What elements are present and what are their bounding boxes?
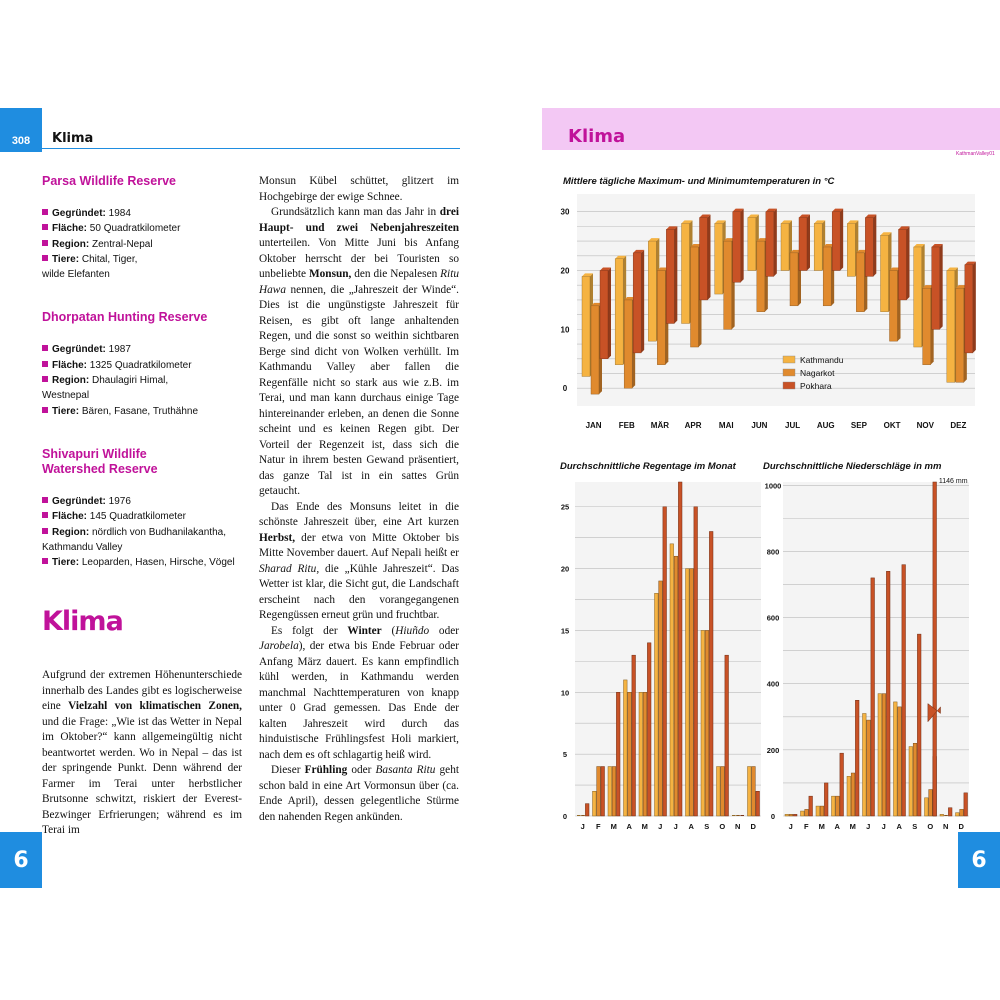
temp-bar [799, 215, 810, 271]
x-tick-label: MAI [718, 421, 734, 430]
temp-bar-side [940, 244, 943, 329]
value-bar [909, 747, 913, 816]
reserve-facts [42, 206, 237, 282]
x-tick-label: OKT [883, 421, 901, 430]
x-tick-label: SEP [850, 421, 867, 430]
temp-bar [832, 209, 843, 271]
temp-bar-front [691, 247, 699, 347]
value-bar [597, 767, 601, 816]
value-bar [647, 643, 651, 816]
x-tick-label: N [943, 822, 949, 831]
value-bar [805, 809, 809, 816]
temp-bar [965, 262, 976, 353]
fact-item: Fläche: 50 Quadratkilometer [42, 221, 237, 236]
temp-bar-side [608, 268, 611, 359]
y-tick-label: 600 [766, 613, 780, 623]
fact-item: Gegründet: 1976 [42, 494, 237, 509]
body-column-2 [259, 174, 459, 825]
value-bar [948, 808, 952, 816]
temp-bar-front [700, 218, 708, 300]
x-tick-label: A [688, 822, 694, 831]
temp-bar-side [807, 215, 810, 271]
value-bar [871, 578, 875, 816]
temp-bar [899, 226, 910, 300]
x-tick-label: A [626, 822, 632, 831]
value-bar [601, 767, 605, 816]
legend-label: Nagarkot [800, 368, 835, 378]
temp-bar-front [715, 223, 723, 294]
overflow-annotation: 1146 mm [938, 478, 968, 485]
temp-bar-front [832, 212, 840, 271]
x-tick-label: AUG [816, 421, 835, 430]
value-bar [956, 813, 960, 816]
temp-bar-front [890, 271, 898, 342]
chapter-tab-left: 6 [0, 832, 42, 888]
value-bar [717, 767, 721, 816]
reserve-title: Shivapuri Wildlife [42, 446, 147, 461]
running-header-title: Klima [52, 131, 94, 146]
reserve-facts [42, 494, 237, 570]
x-tick-label: D [750, 822, 756, 831]
fact-item: Region: Dhaulagiri Himal, [42, 373, 237, 388]
y-tick-label: 30 [560, 207, 570, 217]
value-bar [674, 556, 678, 816]
y-tick-label: 10 [560, 325, 570, 335]
y-tick-label: 25 [560, 502, 570, 512]
temp-bar [932, 244, 943, 329]
temp-bar-front [766, 212, 774, 277]
temp-bar-front [666, 229, 674, 323]
body-paragraph: Dieser Frühling oder Basanta Ritu geht schon bald in eine Art Vormonsun über (ca. Ende April), dessen gelegentliche Stürme den nahenden Regen ankünden. [259, 764, 459, 823]
y-tick-label: 400 [766, 679, 780, 689]
x-tick-label: JUN [751, 421, 768, 430]
y-tick-label: 200 [766, 745, 780, 755]
rain-days-chart [553, 474, 768, 836]
fact-item: Gegründet: 1984 [42, 206, 237, 221]
reserve-block [42, 310, 237, 418]
value-bar [816, 806, 820, 816]
x-tick-label: O [719, 822, 726, 831]
fact-item: Tiere: Bären, Fasane, Truthähne [42, 404, 237, 419]
value-bar [863, 713, 867, 816]
bullet-square-icon [42, 240, 48, 246]
y-tick-label: 15 [560, 626, 570, 636]
value-bar [801, 811, 805, 816]
rain-days-chart-title: Durchschnittliche Regentage im Monat [560, 461, 736, 472]
temp-bar-front [856, 253, 864, 312]
y-tick-label: 5 [562, 750, 568, 760]
reserve-title: Dhorpatan Hunting Reserve [42, 310, 208, 325]
x-tick-label: J [658, 822, 663, 831]
value-bar [593, 791, 597, 816]
temp-bar-front [814, 223, 822, 270]
value-bar [624, 680, 628, 816]
overflow-bar [933, 482, 937, 816]
value-bar [902, 565, 906, 816]
temp-bar [766, 209, 777, 277]
x-tick-label: MÄR [650, 421, 670, 430]
y-tick-label: 800 [766, 547, 780, 557]
temp-bar-front [881, 235, 889, 312]
value-bar [608, 767, 612, 816]
temp-bar-front [914, 247, 922, 347]
value-bar [847, 776, 851, 816]
body-paragraph: Es folgt der Winter (Hiuñdo oder Jarobela), der etwa bis Ende Februar oder Anfang März dauert. Es kann empfindlich kühl werden, in Kathmandu werden manchmal Nachttemperaturen von knapp unter 0 Grad gemessen. Das Ende der kalten Jahreszeit wird durch das hinduistische Frühlingsfest Holi markiert, nach dem es oft schlagartig heiß wird. [259, 624, 460, 761]
x-tick-label: A [896, 822, 902, 831]
value-bar [913, 743, 917, 816]
temp-bar-side [674, 226, 677, 323]
legend-label: Pokhara [800, 381, 832, 391]
body-paragraph: Das Ende des Monsuns leitet in die schönste Jahreszeit über, eine Art kurzen Herbst, der etwa von Mitte Oktober bis Mitte November dauert. Auf Nepali heißt er Sharad Ritu, die „Kühle Jahreszeit“. Das Wetter ist klar, die Sicht gut, die Landschaft erscheint nach den vorangegangenen Regengüssen erneut grün und fruchtbar. [259, 500, 459, 621]
bullet-square-icon [42, 407, 48, 413]
temp-bar-front [657, 271, 665, 365]
bullet-square-icon [42, 361, 48, 367]
temp-bar-front [682, 223, 690, 323]
body-paragraph: Aufgrund der extremen Höhenunterschiede innerhalb des Landes gibt es logischerweise eine Vielzahl von klimatischen Zonen, und die Frage: „Wie ist das Wetter in Nepal im Oktober?“ kann allgemeingültig nicht beantwortet werden. Wo in Nepal – das ist der springende Punkt. Denn während der Farmer im Terai unter herbstlicher Brutsonne schwitzt, riskiert der Everest-Bezwinger Erfrierungen; während es im Terai im [42, 669, 243, 836]
temp-bar-front [582, 276, 590, 376]
temp-bar-front [748, 218, 756, 271]
legend-swatch [783, 369, 795, 376]
value-bar [925, 798, 929, 816]
value-bar [964, 793, 968, 816]
fact-item-cont: Westnepal [42, 390, 90, 402]
fact-item-cont: wilde Elefanten [42, 269, 110, 281]
y-tick-label: 20 [560, 564, 570, 574]
fact-item: Region: Zentral-Nepal [42, 237, 237, 252]
value-bar [725, 655, 729, 816]
bullet-square-icon [42, 528, 48, 534]
temp-bar-front [965, 265, 973, 353]
value-bar [894, 702, 898, 816]
x-tick-label: M [849, 822, 856, 831]
x-tick-label: F [803, 822, 809, 831]
value-bar [701, 630, 705, 816]
section-heading: Klima [42, 606, 123, 637]
temp-bar [700, 215, 711, 300]
x-tick-label: J [866, 822, 871, 831]
temp-bar-side [774, 209, 777, 277]
x-tick-label: NOV [916, 421, 934, 430]
y-tick-label: 10 [560, 688, 570, 698]
value-bar [851, 773, 855, 816]
value-bar [705, 630, 709, 816]
value-bar [585, 804, 589, 816]
temp-bar-front [956, 288, 964, 382]
temp-chart-title: Mittlere tägliche Maximum- und Minimumtemperaturen in °C [563, 176, 835, 187]
temp-bar-front [847, 223, 855, 276]
value-bar [628, 692, 632, 816]
x-tick-label: JUL [785, 421, 801, 430]
value-bar [639, 692, 643, 816]
x-tick-label: DEZ [950, 421, 967, 430]
temp-bar [865, 215, 876, 277]
value-bar [855, 700, 859, 816]
body-column-1 [42, 668, 242, 839]
y-tick-label: 0 [562, 384, 568, 394]
legend-swatch [783, 382, 795, 389]
reserve-block [42, 174, 237, 282]
x-tick-label: FEB [618, 421, 635, 430]
x-tick-label: S [704, 822, 710, 831]
value-bar [809, 796, 813, 816]
x-tick-label: D [958, 822, 964, 831]
y-tick-label: 0 [562, 812, 568, 821]
temp-bar-front [724, 241, 732, 329]
precipitation-chart [761, 474, 976, 836]
temp-bar-front [799, 218, 807, 271]
value-bar [643, 692, 647, 816]
chapter-tab-right: 6 [958, 832, 1000, 888]
y-tick-label: 1000 [764, 481, 782, 491]
value-bar [836, 796, 840, 816]
temp-bar-front [932, 247, 940, 329]
value-bar [882, 694, 886, 816]
fact-item: Tiere: Chital, Tiger, [42, 252, 237, 267]
value-bar [917, 634, 921, 816]
temp-bar-front [865, 218, 873, 277]
value-bar [612, 767, 616, 816]
value-bar [793, 814, 797, 816]
x-tick-label: APR [684, 421, 702, 430]
x-tick-label: J [881, 822, 886, 831]
precip-chart-title: Durchschnittliche Niederschläge in mm [763, 461, 942, 472]
reserve-title-line2: Watershed Reserve [42, 461, 158, 476]
value-bar [632, 655, 636, 816]
body-paragraph: Grundsätzlich kann man das Jahr in drei Haupt- und zwei Nebenjahreszeiten unterteilen. Von Mitte Juni bis Anfang Oktober herrscht der bei Touristen so unbeliebte Monsun, den die Nepalesen Ritu Hawa nennen, die „Jahreszeit der Winde“. Dies ist die ungünstigste Jahreszeit für Reisen, es gibt oft lange anhaltenden Regen, und die sonst so weithin sichtbaren Berge sind dicht von Wolken verhüllt. Im Kathmandu Valley aber fallen die Regenfälle nicht so stark aus wie z.B. im Terai, und man kann durchaus einige Tage hintereinander erleben, an denen die Sonne scheint und es keinen Regen gibt. Der Vorteil der Regenzeit ist, dass sich die Natur in ihrem besten Gewand präsentiert, das ganze Tal ist in ein sattes Grün getaucht. [259, 206, 459, 497]
x-tick-label: N [735, 822, 741, 831]
x-tick-label: J [788, 822, 793, 831]
value-bar [663, 507, 667, 816]
header-rule [42, 148, 460, 149]
temperature-chart [555, 188, 985, 440]
reserve-title: Parsa Wildlife Reserve [42, 174, 176, 188]
temp-bar-front [648, 241, 656, 341]
value-bar [721, 767, 725, 816]
temp-bar-side [840, 209, 843, 271]
temp-bar-front [923, 288, 931, 365]
image-credit: KathmanValley01 [956, 151, 995, 157]
bullet-square-icon [42, 345, 48, 351]
value-bar [756, 791, 760, 816]
bullet-square-icon [42, 512, 48, 518]
temp-bar-front [624, 300, 632, 388]
temp-bar-side [741, 209, 744, 283]
page-number: 308 [0, 108, 42, 152]
bullet-square-icon [42, 558, 48, 564]
x-tick-label: F [595, 822, 601, 831]
value-bar [655, 593, 659, 816]
x-tick-label: J [673, 822, 678, 831]
x-tick-label: M [610, 822, 617, 831]
value-bar [898, 707, 902, 816]
value-bar [670, 544, 674, 816]
temp-bar [666, 226, 677, 323]
value-bar [694, 507, 698, 816]
temp-bar-front [733, 212, 741, 283]
temp-bar-front [757, 241, 765, 312]
temp-bar-front [899, 229, 907, 300]
fact-item: Tiere: Leoparden, Hasen, Hirsche, Vögel [42, 555, 237, 570]
temp-bar-side [708, 215, 711, 300]
plot-background [575, 482, 761, 816]
x-tick-label: J [580, 822, 585, 831]
temp-bar-front [633, 253, 641, 353]
body-paragraph: Monsun Kübel schüttet, glitzert im Hochgebirge der ewige Schnee. [259, 175, 459, 203]
fact-item: Fläche: 1325 Quadratkilometer [42, 358, 237, 373]
bullet-square-icon [42, 209, 48, 215]
y-tick-label: 0 [770, 812, 776, 821]
x-tick-label: S [912, 822, 918, 831]
x-tick-label: M [641, 822, 648, 831]
bullet-square-icon [42, 376, 48, 382]
value-bar [789, 814, 793, 816]
value-bar [785, 814, 789, 816]
x-tick-label: M [818, 822, 825, 831]
y-tick-label: 20 [560, 266, 570, 276]
value-bar [929, 790, 933, 816]
value-bar [878, 694, 882, 816]
x-tick-label: O [927, 822, 934, 831]
temp-bar-front [591, 306, 599, 394]
value-bar [686, 569, 690, 816]
temp-bar-front [823, 247, 831, 306]
running-header-title: Klima [568, 126, 626, 147]
temp-bar [600, 268, 611, 359]
legend-label: Kathmandu [800, 355, 844, 365]
value-bar [820, 806, 824, 816]
value-bar [824, 783, 828, 816]
value-bar [960, 809, 964, 816]
fact-item: Region: nördlich von Budhanilakantha, [42, 525, 237, 540]
temp-bar-front [615, 259, 623, 365]
bullet-square-icon [42, 224, 48, 230]
temp-bar-front [781, 223, 789, 270]
temp-bar [733, 209, 744, 283]
fact-item-cont: Kathmandu Valley [42, 541, 123, 553]
fact-item: Fläche: 145 Quadratkilometer [42, 509, 237, 524]
reserve-block [42, 447, 237, 570]
value-bar [840, 753, 844, 816]
value-bar [886, 571, 890, 816]
legend-swatch [783, 356, 795, 363]
plot-background [783, 482, 969, 816]
bullet-square-icon [42, 255, 48, 261]
temp-bar-side [641, 250, 644, 353]
temp-bar-front [947, 271, 955, 383]
x-tick-label: A [834, 822, 840, 831]
value-bar [748, 767, 752, 816]
temp-bar-side [873, 215, 876, 277]
temp-bar-front [600, 271, 608, 359]
temp-bar-side [907, 226, 910, 300]
value-bar [867, 720, 871, 816]
value-bar [832, 796, 836, 816]
value-bar [659, 581, 663, 816]
temp-bar-side [973, 262, 976, 353]
value-bar [940, 814, 944, 816]
bullet-square-icon [42, 497, 48, 503]
temp-bar [633, 250, 644, 353]
fact-item: Gegründet: 1987 [42, 342, 237, 357]
reserve-facts [42, 342, 237, 418]
value-bar [616, 692, 620, 816]
x-tick-label: JAN [585, 421, 602, 430]
value-bar [752, 767, 756, 816]
reserves-sidebar [42, 174, 237, 570]
value-bar [678, 482, 682, 816]
value-bar [690, 569, 694, 816]
temp-bar-front [790, 253, 798, 306]
value-bar [709, 531, 713, 816]
